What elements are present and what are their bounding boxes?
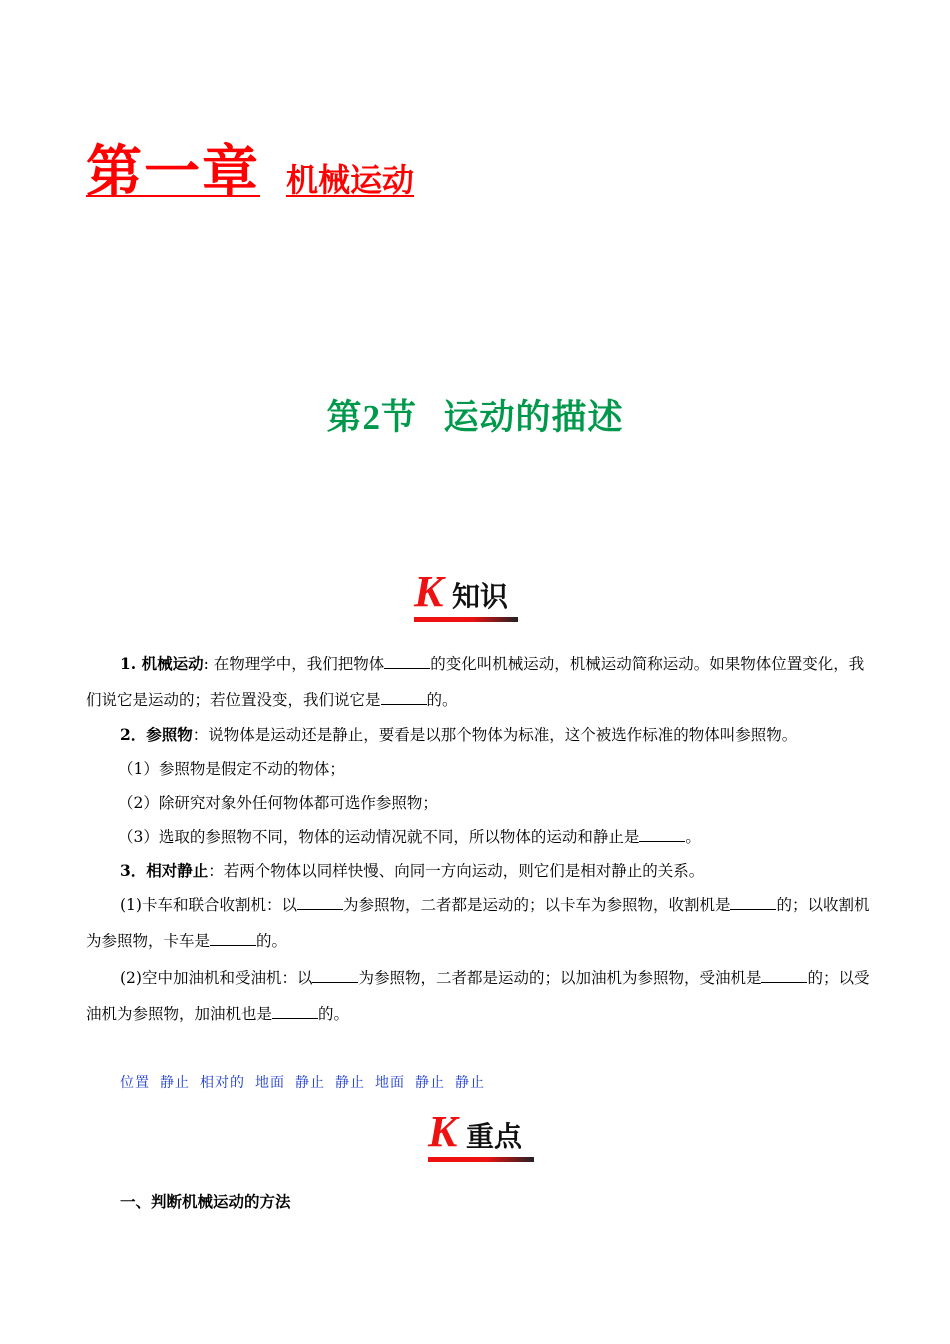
answer-blank — [210, 931, 256, 946]
knowledge-item-2-1: （1）参照物是假定不动的物体； — [118, 760, 345, 778]
text: 的。 — [318, 1005, 350, 1023]
badge-label: 知识 — [452, 580, 509, 613]
answer-item: 静止 — [455, 1075, 485, 1091]
term-label: 3．相对静止 — [120, 861, 209, 880]
answer-blank — [272, 1004, 318, 1019]
knowledge-item-3 — [86, 853, 876, 889]
text: 为参照物，二者都是运动的；以卡车为参照物，收割机是 — [342, 896, 731, 914]
answer-blank — [761, 968, 807, 983]
text: 的；以受油机为参照物，加油机也是 — [86, 969, 870, 1023]
text: ：说物体是运动还是静止，要看是以那个物体为标准，这个被选作标准的物体叫参照物。 — [192, 726, 798, 744]
knowledge-item-3-2 — [86, 960, 876, 1032]
chapter-title — [86, 128, 414, 208]
section-suffix: 节 — [381, 397, 418, 438]
text: (2)空中加油机和受油机：以 — [120, 969, 313, 987]
knowledge-item-1 — [86, 646, 876, 718]
chapter-name: 机械运动 — [286, 161, 415, 199]
k-logo-icon: K — [428, 1107, 458, 1156]
text: 。 — [685, 828, 701, 846]
knowledge-item-2 — [86, 717, 876, 753]
answer-item: 相对的 — [200, 1075, 245, 1091]
answer-blank — [312, 968, 358, 983]
section-title — [0, 390, 950, 440]
badge-underline — [428, 1157, 534, 1162]
badge-label: 重点 — [466, 1120, 523, 1153]
text: (1)卡车和联合收割机：以 — [120, 896, 297, 914]
keypoint-heading: 一、判断机械运动的方法 — [120, 1192, 291, 1211]
knowledge-item-3-1 — [86, 887, 876, 959]
term-label: 2．参照物 — [120, 725, 193, 744]
knowledge-badge — [414, 567, 518, 622]
text: : 在物理学中，我们把物体 — [203, 655, 385, 673]
badge-underline — [414, 617, 518, 622]
answer-blank — [384, 654, 430, 669]
answer-blank — [381, 690, 427, 705]
answer-blank — [297, 895, 343, 910]
text: 的。 — [256, 932, 288, 950]
knowledge-item-2-2: （2）除研究对象外任何物体都可选作参照物； — [118, 794, 438, 812]
text: 的；以收割机为参照物，卡车是 — [86, 896, 870, 950]
section-name: 运动的描述 — [443, 397, 624, 438]
answer-key — [120, 1072, 495, 1092]
section-prefix: 第 — [326, 397, 363, 438]
section-number: 2 — [362, 398, 382, 437]
answer-item: 地面 — [255, 1075, 285, 1091]
answer-item: 静止 — [415, 1075, 445, 1091]
answer-item: 地面 — [375, 1075, 405, 1091]
chapter-number: 第一章 — [86, 140, 260, 205]
text: ：若两个物体以同样快慢、向同一方向运动，则它们是相对静止的关系。 — [208, 862, 705, 880]
k-logo-icon: K — [414, 567, 444, 616]
answer-item: 位置 — [120, 1075, 150, 1091]
answer-item: 静止 — [295, 1075, 325, 1091]
answer-item: 静止 — [160, 1075, 190, 1091]
term-label: 1. 机械运动 — [120, 654, 204, 673]
text: 的变化叫机械运动，机械运动简称运动。如果物体位置变化，我们说它是运动的；若位置没变，我们说它是 — [86, 655, 865, 709]
answer-item: 静止 — [335, 1075, 365, 1091]
answer-blank — [639, 827, 685, 842]
answer-blank — [730, 895, 776, 910]
text: 的。 — [426, 691, 458, 709]
keypoints-badge — [428, 1107, 534, 1162]
knowledge-item-2-3 — [118, 819, 878, 855]
text: （3）选取的参照物不同，物体的运动情况就不同，所以物体的运动和静止是 — [118, 828, 640, 846]
text: 为参照物，二者都是运动的；以加油机为参照物，受油机是 — [358, 969, 762, 987]
